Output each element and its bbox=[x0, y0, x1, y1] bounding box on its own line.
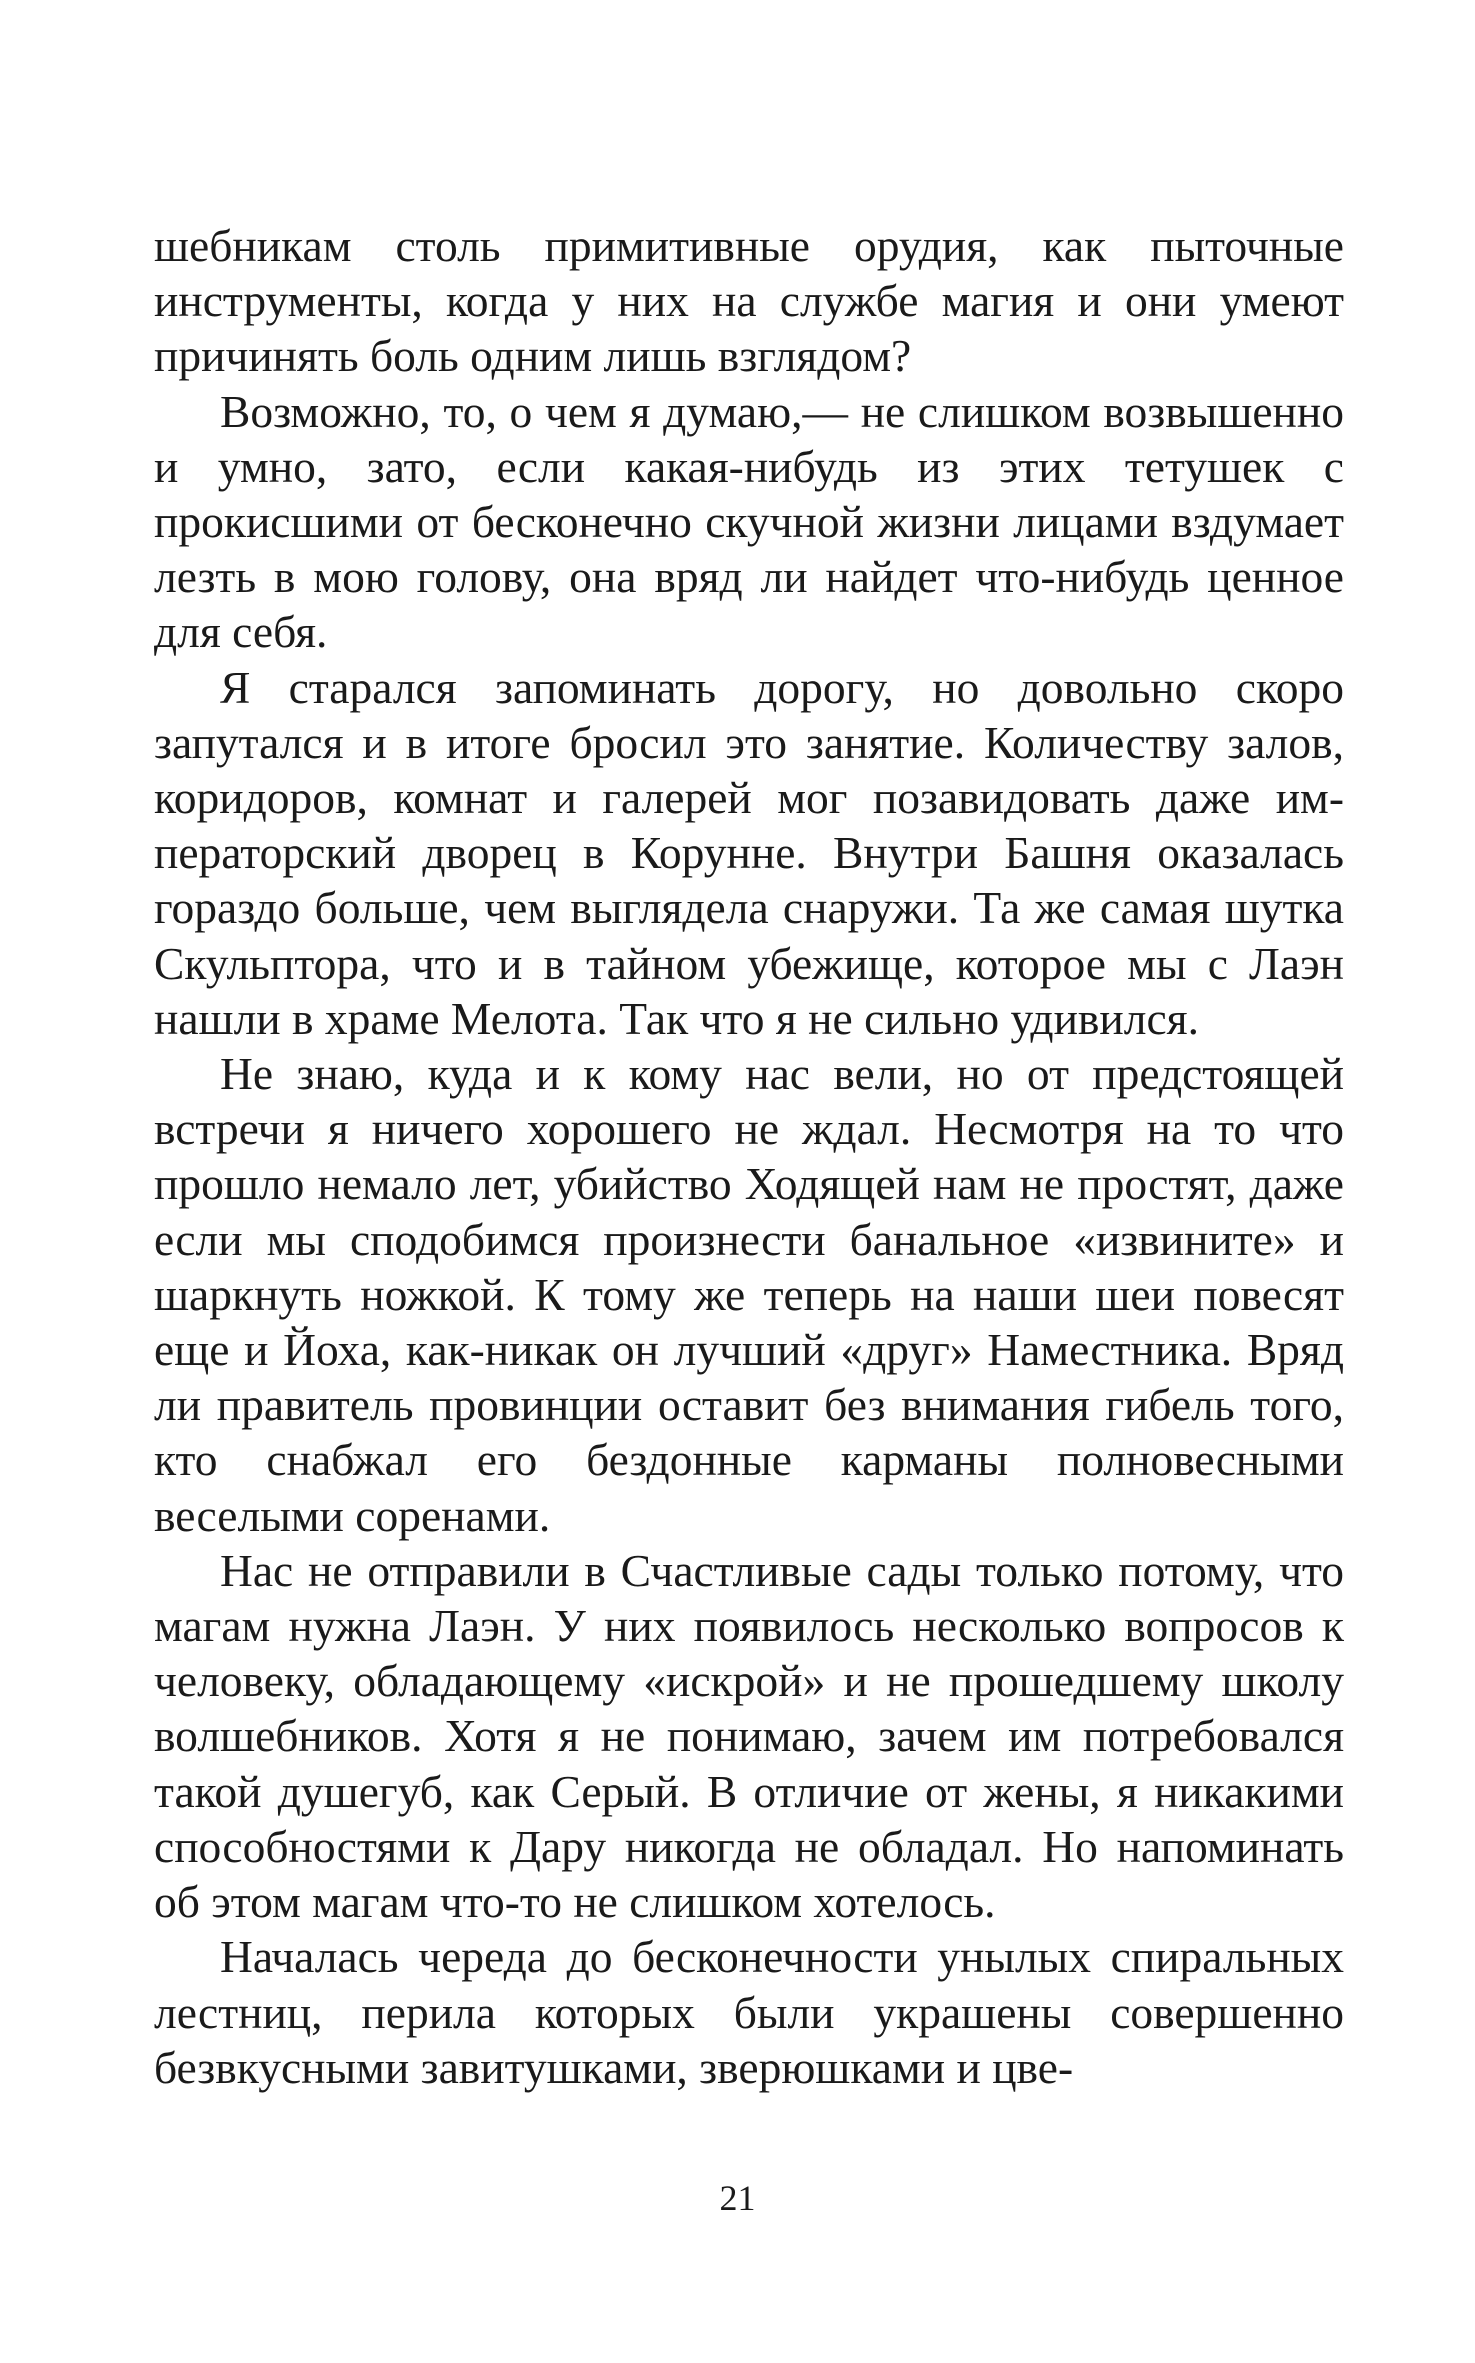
paragraph-3: Я старался запоминать дорогу, но довольно скоро запутался и в итоге бросил это занятие. Количеству залов, коридоров, комнат и галерей мог позавидовать даже императорский дворец в Корунне. Внутри Башня оказалась гораздо больше, чем выглядела снаружи. Та же самая шутка Скульптора, что и в тайном убежище, которое мы с Лаэн нашли в храме Мелота. Так что я не сильно удивился. bbox=[154, 661, 1344, 1044]
paragraph-5: Нас не отправили в Счастливые сады только потому, что магам нужна Лаэн. У них появилось несколько вопросов к человеку, обладающему «искрой» и не прошедшему школу волшебников. Хотя я не понимаю, зачем им потребовался такой душегуб, как Серый. В отличие от жены, я никакими способностями к Дару никогда не обладал. Но напоминать об этом магам что-то не слишком хотелось. bbox=[154, 1544, 1344, 1928]
paragraph-1: шебникам столь примитивные орудия, как пыточные инструменты, когда у них на службе магия и они умеют причинять боль одним лишь взглядом? bbox=[154, 220, 1344, 382]
page-body bbox=[154, 218, 1344, 2095]
paragraph-4: Не знаю, куда и к кому нас вели, но от предстоящей встречи я ничего хорошего не ждал. Несмотря на то что прошло немало лет, убийство Ходящей нам не простят, даже если мы сподобимся произнести банальное «извините» и шаркнуть ножкой. К тому же теперь на наши шеи повесят еще и Йоха, как-никак он лучший «друг» Наместника. Вряд ли правитель провинции оставит без внимания гибель того, кто снабжал его бездонные карманы полновесными веселыми соренами. bbox=[154, 1048, 1344, 1541]
page-number: 21 bbox=[719, 2178, 756, 2218]
paragraph-2: Возможно, то, о чем я думаю,— не слишком возвышенно и умно, зато, если какая-нибудь из этих тетушек с прокисшими от бесконечно скучной жизни лицами вздумает лезть в мою голову, она вряд ли найдет что-нибудь ценное для себя. bbox=[154, 385, 1344, 658]
paragraph-6: Началась череда до бесконечности унылых спиральных лестниц, перила которых были украшены совершенно безвкусными завитушками, зверюшками и цве- bbox=[154, 1931, 1344, 2093]
